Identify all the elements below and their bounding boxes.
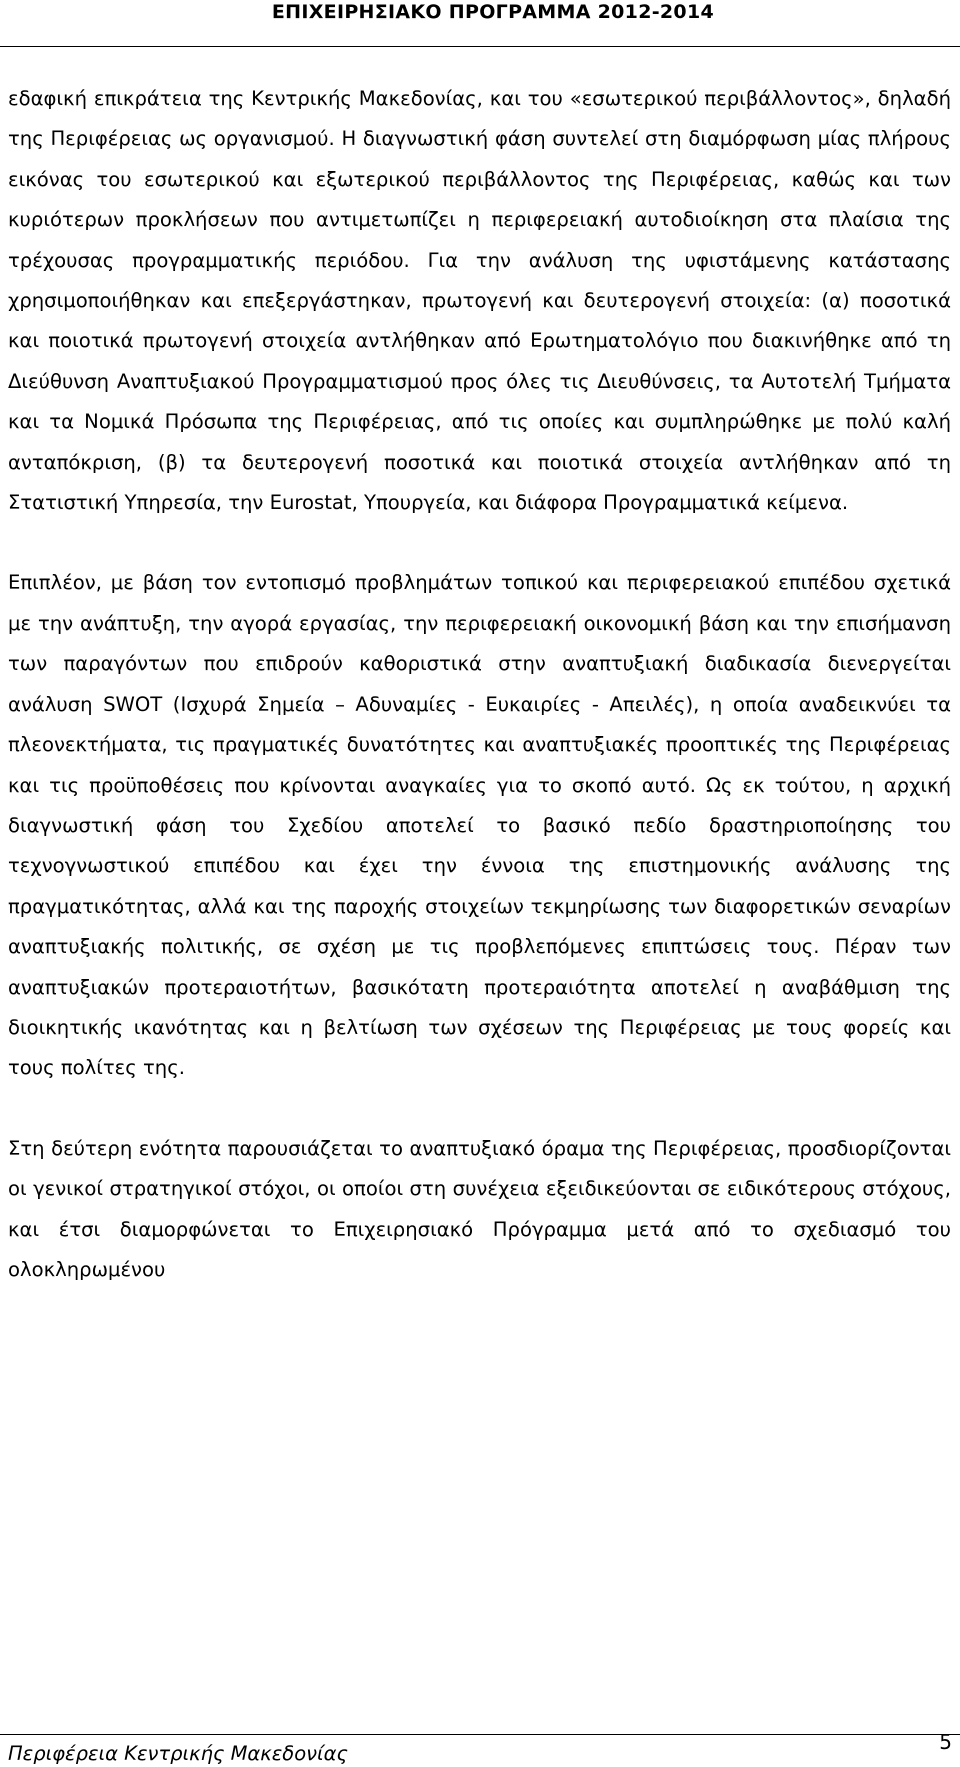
paragraph-analysis-method: εδαφική επικράτεια της Κεντρικής Μακεδονίας, και του «εσωτερικού περιβάλλοντος», δηλαδή της Περιφέρειας ως οργανισμού. Η διαγνωστική φάση συντελεί στη διαμόρφωση μίας πλήρους εικόνας του εσωτερικού και εξωτερικού περιβάλλοντος της Περιφέρειας, καθώς και των κυριότερων προκλήσεων που αντιμετωπίζει η περιφερειακή αυτοδιοίκηση στα πλαίσια της τρέχουσας προγραμματικής περιόδου. Για την ανάλυση της υφιστάμενης κατάστασης χρησιμοποιήθηκαν και επεξεργάστηκαν, πρωτογενή και δευτερογενή στοιχεία: (α) ποσοτικά και ποιοτικά πρωτογενή στοιχεία αντλήθηκαν από Ερωτηματολόγιο που διακινήθηκε από τη Διεύθυνση Αναπτυξιακού Προγραμματισμού προς όλες τις Διευθύνσεις, τα Αυτοτελή Τμήματα και τα Νομικά Πρόσωπα της Περιφέρειας, από τις οποίες και συμπληρώθηκε με πολύ καλή ανταπόκριση, (β) τα δευτερογενή ποσοτικά και ποιοτικά στοιχεία αντλήθηκαν από τη Στατιστική Υπηρεσία, την Eurostat, Υπουργεία, και διάφορα Προγραμματικά κείμενα. [8, 87, 951, 515]
page-header [0, 0, 960, 47]
footer-region-name: Περιφέρεια Κεντρικής Μακεδονίας [8, 1742, 348, 1765]
document-body [8, 79, 951, 1290]
page-footer [0, 1730, 960, 1767]
document-title: ΕΠΙΧΕΙΡΗΣΙΑΚΟ ΠΡΟΓΡΑΜΜΑ 2012-2014 [271, 1, 714, 23]
paragraph-swot-analysis: Επιπλέον, με βάση τον εντοπισμό προβλημάτων τοπικού και περιφερειακού επιπέδου σχετικά με την ανάπτυξη, την αγορά εργασίας, την περιφερειακή οικονομική βάση και την επισήμανση των παραγόντων που επιδρούν καθοριστικά στην αναπτυξιακή διαδικασία διενεργείται ανάλυση SWOT (Ισχυρά Σημεία – Αδυναμίες - Ευκαιρίες - Απειλές), η οποία αναδεικνύει τα πλεονεκτήματα, τις πραγματικές δυνατότητες και αναπτυξιακές προοπτικές της Περιφέρειας και τις προϋποθέσεις που κρίνονται αναγκαίες για το σκοπό αυτό. Ως εκ τούτου, η αρχική διαγνωστική φάση του Σχεδίου αποτελεί το βασικό πεδίο δραστηριοποίησης του τεχνογνωστικού επιπέδου και έχει την έννοια της επιστημονικής ανάλυσης της πραγματικότητας, αλλά και της παροχής στοιχείων τεκμηρίωσης των διαφορετικών σεναρίων αναπτυξιακής πολιτικής, σε σχέση με τις προβλεπόμενες επιπτώσεις τους. Πέραν των αναπτυξιακών προτεραιοτήτων, βασικότατη προτεραιότητα αποτελεί η αναβάθμιση της διοικητικής ικανότητας και η βελτίωση των σχέσεων της Περιφέρειας με τους φορείς και τους πολίτες της. [8, 571, 951, 1080]
page-number: 5 [939, 1730, 952, 1754]
paragraph-strategic-vision: Στη δεύτερη ενότητα παρουσιάζεται το αναπτυξιακό όραμα της Περιφέρειας, προσδιορίζονται οι γενικοί στρατηγικοί στόχοι, οι οποίοι στη συνέχεια εξειδικεύονται σε ειδικότερους στόχους, και έτσι διαμορφώνεται το Επιχειρησιακό Πρόγραμμα μετά από το σχεδιασμό του ολοκληρωμένου [8, 1136, 951, 1281]
